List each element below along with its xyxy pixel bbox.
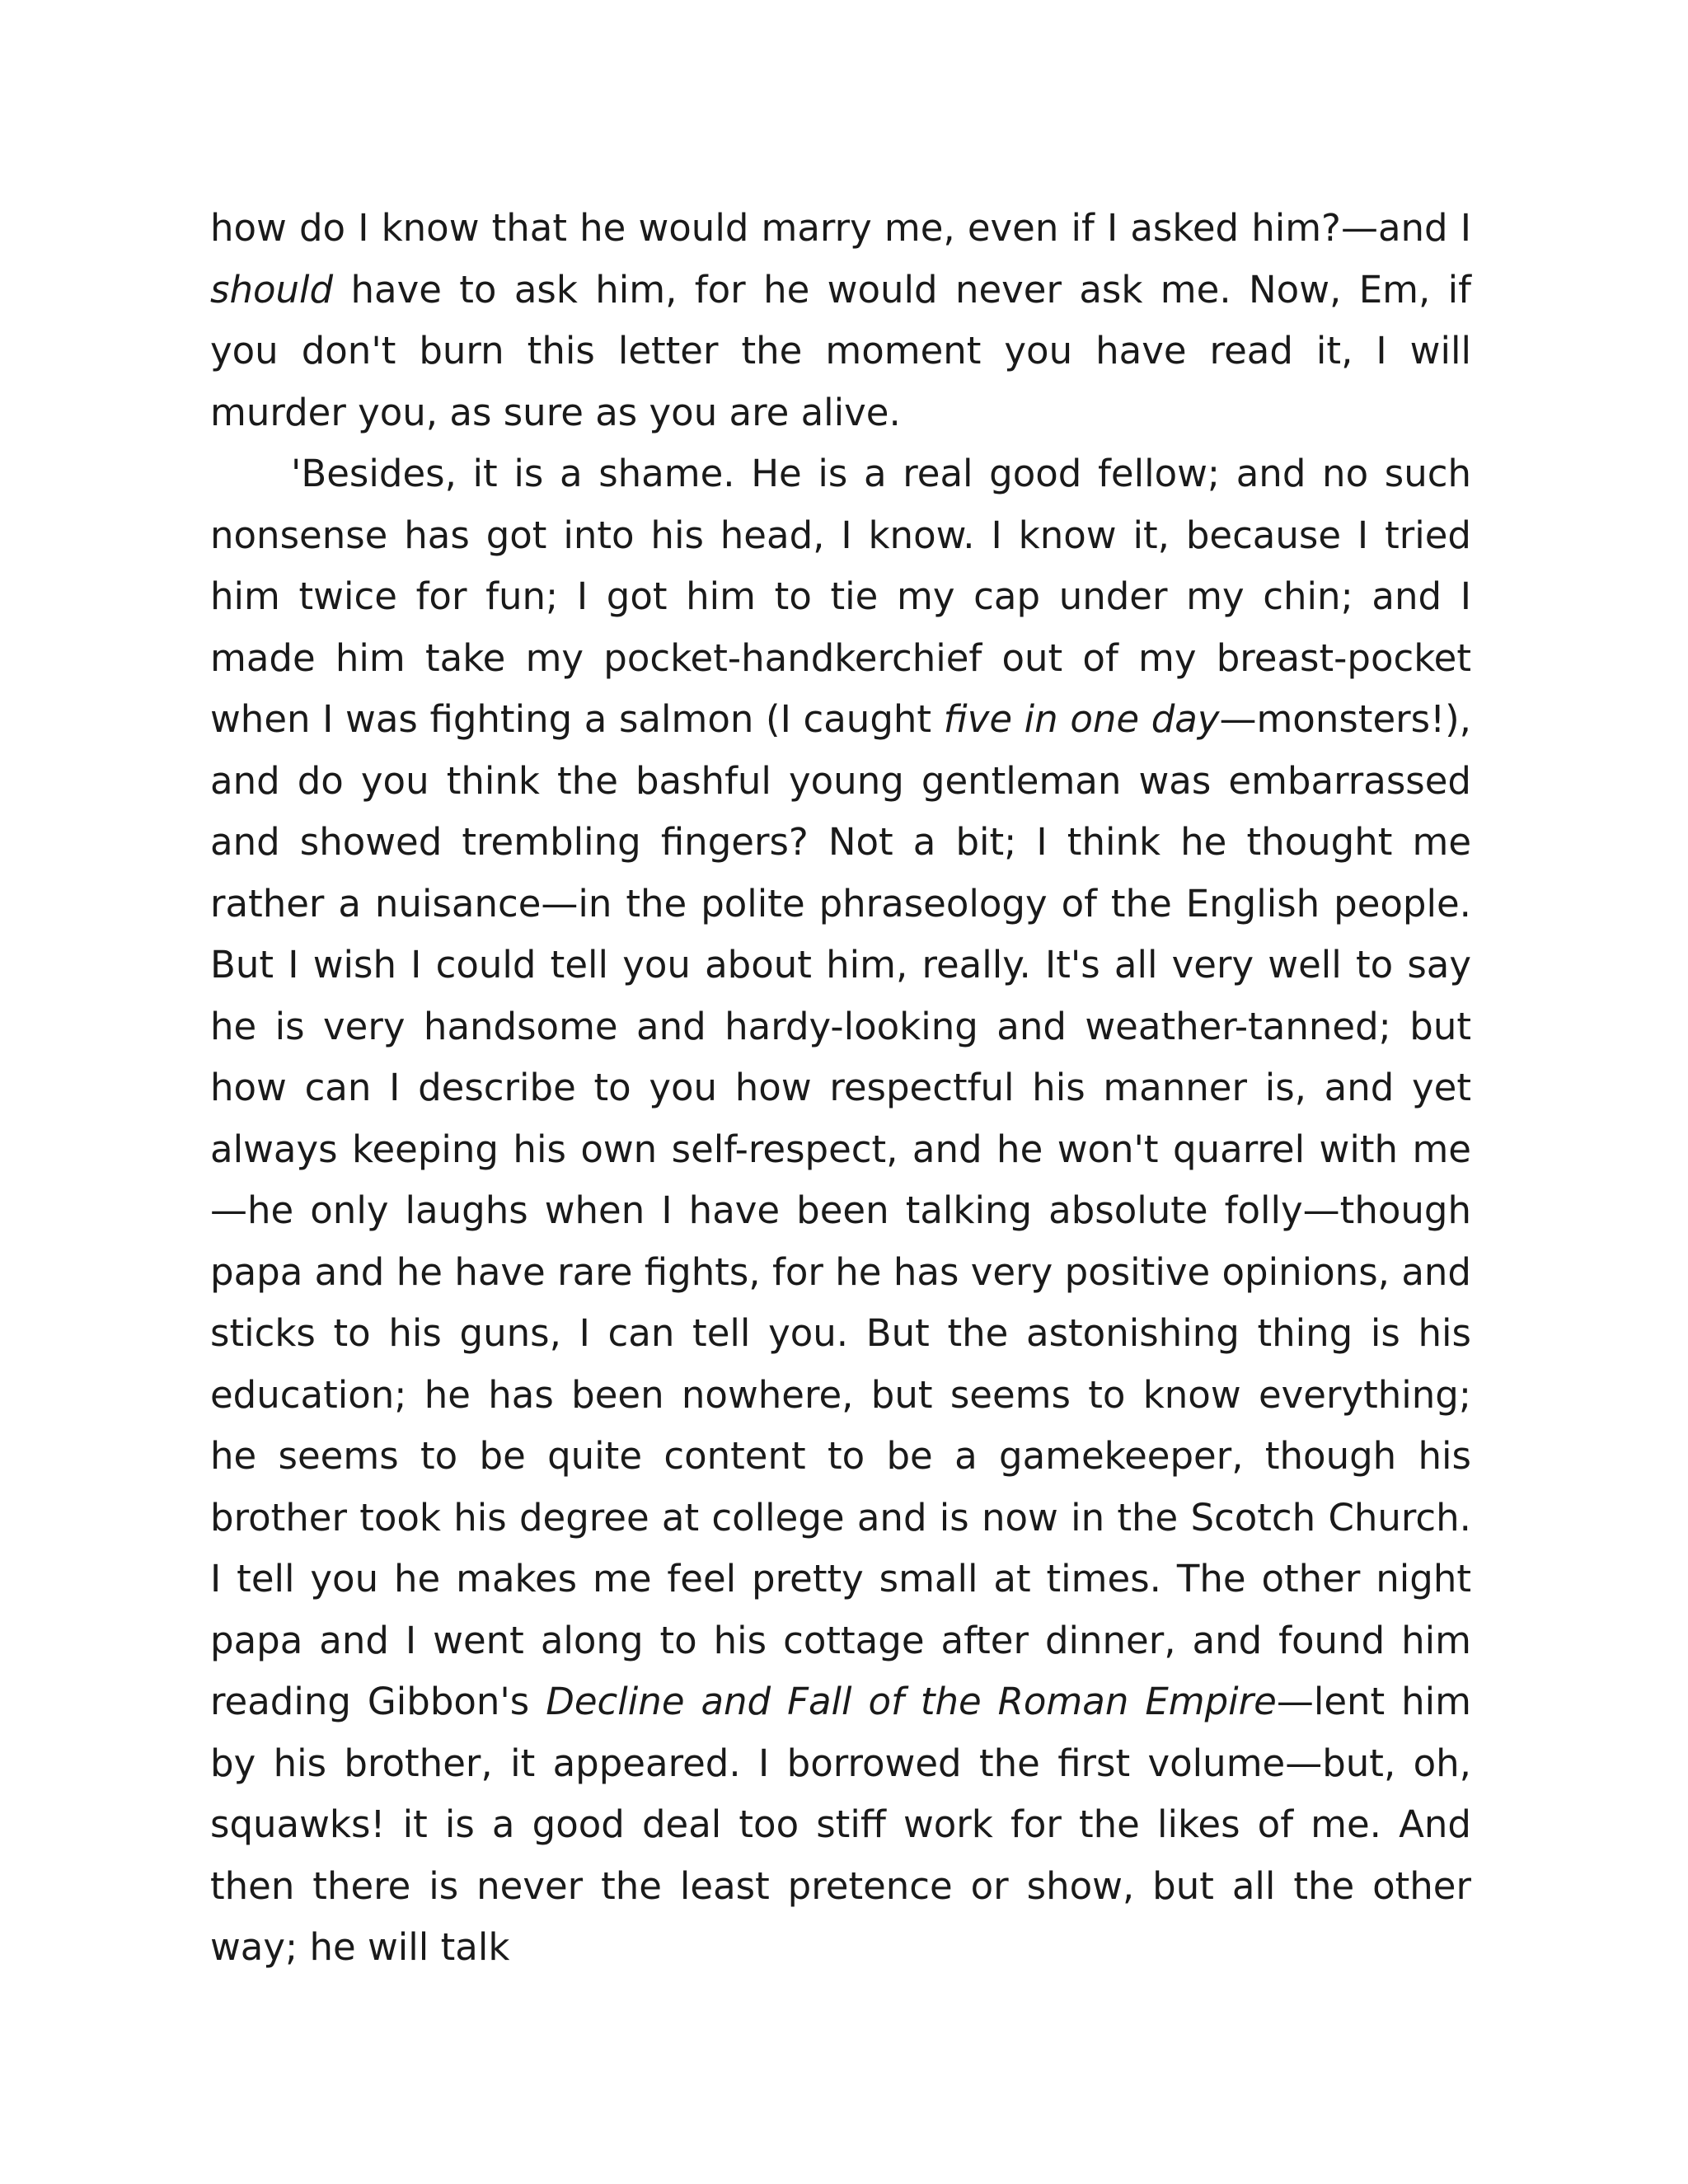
text-run: —lent him by his brother, it appeared. I borrowed the first volume—but, oh, squawks! it is a good deal too stiff work for the likes of me. And then there is never the least pretence or show, but all the other way; he will talk [210,1680,1472,1969]
text-run: 'Besides, it is a shame. He is a real good fellow; and no such nonsense has got into his head, I know. I know it, because I tried him twice for fun; I got him to tie my cap under my chin; and I made him take my pocket-handkerchief out of my breast-pocket when I was fighting a salmon (I caught [210,452,1471,741]
body-text [210,198,1471,1979]
paragraph-2 [210,443,1471,1979]
paragraph-1 [210,198,1471,443]
text-run: how do I know that he would marry me, even if I asked him?—and I [210,206,1471,250]
italic-text: Decline and Fall of the Roman Empire [546,1680,1277,1723]
text-run: —monsters!), and do you think the bashful young gentleman was embarrassed and showed trembling fingers? Not a bit; I think he thought me rather a nuisance—in the polite phraseology of the English people. But I wish I could tell you about him, really. It's all very well to say he is very handsome and hardy-looking and weather-tanned; but how can I describe to you how respectful his manner is, and yet always keeping his own self-respect, and he won't quarrel with me—he only laughs when I have been talking absolute folly—though papa and he have rare fights, for he has very positive opinions, and sticks to his guns, I can tell you. But the astonishing thing is his education; he has been nowhere, but seems to know everything; he seems to be quite content to be a gamekeeper, though his brother took his degree at college and is now in the Scotch Church. I tell you he makes me feel pretty small at times. The other night papa and I went along to his cottage after dinner, and found him reading Gibbon's [210,697,1471,1723]
italic-text: should [210,267,334,312]
text-run: have to ask him, for he would never ask me. Now, Em, if you don't burn this letter the moment you have read it, I will murder you, as sure as you are alive. [210,267,1471,434]
italic-text: five in one day [943,697,1220,741]
